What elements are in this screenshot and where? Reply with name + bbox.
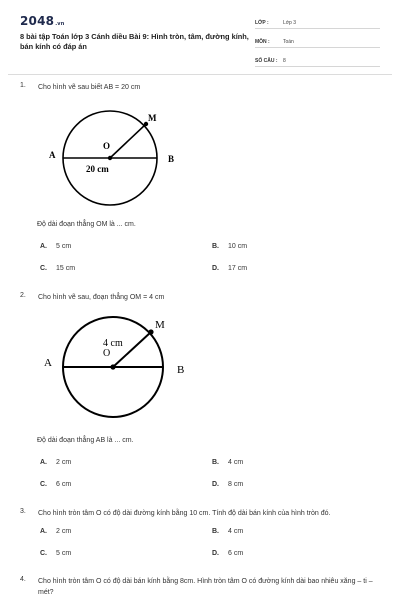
- header-divider: [8, 74, 392, 75]
- question-subtext: Độ dài đoạn thẳng AB là ... cm.: [37, 437, 134, 444]
- option-c[interactable]: [40, 550, 71, 557]
- option-value: 4 cm: [228, 528, 244, 535]
- label-m: M: [155, 319, 165, 331]
- option-key: A.: [40, 243, 47, 250]
- option-key: A.: [40, 528, 47, 535]
- option-a[interactable]: [40, 459, 71, 466]
- header: [0, 0, 400, 74]
- question-1: [20, 82, 378, 93]
- option-c[interactable]: [40, 265, 75, 272]
- option-value: 4 cm: [228, 459, 244, 466]
- option-value: 6 cm: [228, 550, 244, 557]
- option-value: 15 cm: [56, 265, 76, 272]
- option-key: B.: [212, 459, 219, 466]
- meta-key: LỚP :: [255, 20, 269, 26]
- option-key: D.: [212, 550, 219, 557]
- option-key: D.: [212, 481, 219, 488]
- meta-value: Lớp 3: [283, 20, 297, 26]
- label-b: B: [168, 154, 175, 164]
- option-value: 8 cm: [228, 481, 244, 488]
- question-text: Cho hình vẽ sau biết AB = 20 cm: [38, 84, 141, 91]
- meta-row-subject: [255, 34, 380, 48]
- question-text: Cho hình vẽ sau, đoạn thẳng OM = 4 cm: [38, 294, 165, 301]
- logo-suffix: .vn: [55, 21, 65, 27]
- option-b[interactable]: [212, 243, 247, 250]
- option-value: 17 cm: [228, 265, 248, 272]
- meta-row-class: [255, 15, 380, 29]
- question-3: [20, 508, 378, 519]
- center-point: [108, 156, 112, 160]
- option-c[interactable]: [40, 481, 71, 488]
- option-a[interactable]: [40, 528, 71, 535]
- label-a: A: [44, 357, 52, 369]
- center-point: [110, 364, 115, 369]
- option-d[interactable]: [212, 481, 243, 488]
- label-b: B: [177, 364, 185, 376]
- question-2: [20, 292, 378, 303]
- option-key: D.: [212, 265, 219, 272]
- label-o: O: [103, 141, 111, 151]
- length-label: 20 cm: [86, 164, 109, 174]
- option-b[interactable]: [212, 459, 243, 466]
- option-value: 6 cm: [56, 481, 72, 488]
- question-text: Cho hình tròn tâm O có độ dài bán kính bằng 8cm. Hình tròn tâm O có đường kính dài bao nhiêu xăng – ti – mét?: [38, 578, 373, 596]
- meta-value: Toán: [283, 39, 294, 45]
- option-value: 5 cm: [56, 550, 72, 557]
- option-value: 2 cm: [56, 528, 72, 535]
- meta-info: [255, 15, 380, 72]
- option-value: 5 cm: [56, 243, 72, 250]
- meta-key: MÔN :: [255, 39, 270, 45]
- label-o: O: [103, 348, 111, 359]
- question-number: 4.: [20, 576, 26, 583]
- length-label: 4 cm: [103, 338, 123, 349]
- label-a: A: [49, 150, 56, 160]
- question-subtext: Độ dài đoạn thẳng OM là ... cm.: [37, 221, 136, 228]
- question-number: 3.: [20, 508, 26, 515]
- meta-value: 8: [283, 58, 286, 64]
- option-key: C.: [40, 481, 47, 488]
- option-key: A.: [40, 459, 47, 466]
- label-m: M: [148, 113, 157, 123]
- option-key: C.: [40, 265, 47, 272]
- option-key: B.: [212, 528, 219, 535]
- question-text: Cho hình tròn tâm O có độ dài đường kính bằng 10 cm. Tính độ dài bán kính của hình tròn đó.: [38, 510, 331, 517]
- option-d[interactable]: [212, 265, 247, 272]
- question-number: 2.: [20, 292, 26, 299]
- option-b[interactable]: [212, 528, 243, 535]
- circle-figure-2: [36, 312, 196, 430]
- circle-figure-1: [40, 105, 200, 215]
- logo-text: 2048: [20, 14, 55, 28]
- point-m: [148, 329, 153, 334]
- option-value: 10 cm: [228, 243, 248, 250]
- question-4: [20, 576, 378, 598]
- radius-line: [110, 124, 146, 158]
- option-key: B.: [212, 243, 219, 250]
- option-value: 2 cm: [56, 459, 72, 466]
- meta-key: SỐ CÂU :: [255, 58, 278, 64]
- question-number: 1.: [20, 82, 26, 89]
- page-title: 8 bài tập Toán lớp 3 Cánh diều Bài 9: Hình tròn, tâm, đường kính, bán kính có đáp án: [20, 32, 249, 51]
- option-a[interactable]: [40, 243, 71, 250]
- logo[interactable]: [20, 14, 65, 28]
- option-key: C.: [40, 550, 47, 557]
- meta-row-count: [255, 53, 380, 67]
- option-d[interactable]: [212, 550, 243, 557]
